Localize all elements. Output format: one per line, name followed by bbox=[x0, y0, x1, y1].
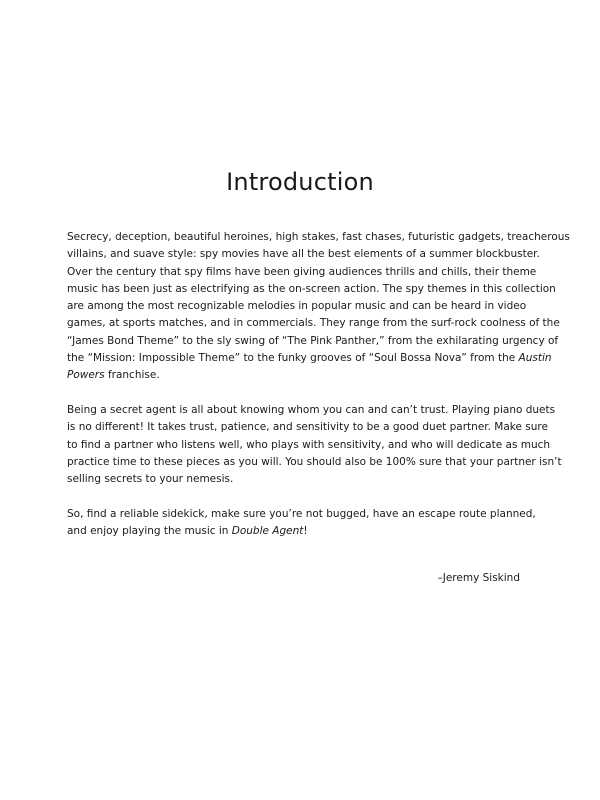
page-title: Introduction bbox=[226, 168, 374, 196]
text-line bbox=[67, 350, 552, 367]
text-line: Over the century that spy films have been giving audiences thrills and chills, their theme bbox=[67, 265, 537, 278]
text-line: games, at sports matches, and in commercials. They range from the surf-rock coolness of the bbox=[67, 317, 560, 330]
text-segment: and enjoy playing the music in bbox=[67, 525, 232, 538]
text-line bbox=[67, 523, 537, 540]
text-line: villains, and suave style: spy movies have all the best elements of a summer blockbuster. bbox=[67, 248, 540, 261]
text-line: Secrecy, deception, beautiful heroines, high stakes, fast chases, futuristic gadgets, treacherous bbox=[67, 231, 570, 243]
paragraph-2 bbox=[67, 402, 562, 488]
text-line: is no different! It takes trust, patience, and sensitivity to be a good duet partner. Make sure bbox=[67, 421, 548, 434]
text-line: to find a partner who listens well, who plays with sensitivity, and who will dedicate as much bbox=[67, 438, 551, 451]
text-line: So, find a reliable sidekick, make sure you’re not bugged, have an escape route planned, bbox=[67, 507, 536, 520]
text-line bbox=[67, 367, 537, 384]
text-line: practice time to these pieces as you will. You should also be 100% sure that your partner isn’t bbox=[67, 455, 562, 468]
italic-title: Powers bbox=[67, 369, 105, 382]
text-line: Being a secret agent is all about knowing whom you can and can’t trust. Playing piano duets bbox=[67, 403, 556, 416]
text-line: “James Bond Theme” to the sly swing of “The Pink Panther,” from the exhilarating urgency of bbox=[67, 334, 559, 347]
italic-title: Austin bbox=[518, 352, 552, 365]
text-line: selling secrets to your nemesis. bbox=[67, 473, 234, 486]
text-segment: ! bbox=[303, 525, 308, 538]
text-segment: franchise. bbox=[107, 369, 160, 382]
text-line: music has been just as electrifying as the on-screen action. The spy themes in this collection bbox=[67, 282, 556, 295]
italic-title: Double Agent bbox=[231, 525, 304, 538]
author-signature: –Jeremy Siskind bbox=[437, 572, 520, 584]
body-text bbox=[67, 229, 570, 558]
paragraph-3 bbox=[67, 506, 537, 541]
text-line: are among the most recognizable melodies in popular music and can be heard in video bbox=[67, 300, 527, 313]
text-segment: the “Mission: Impossible Theme” to the funky grooves of “Soul Bossa Nova” from the bbox=[67, 352, 519, 365]
paragraph-1 bbox=[67, 229, 570, 385]
